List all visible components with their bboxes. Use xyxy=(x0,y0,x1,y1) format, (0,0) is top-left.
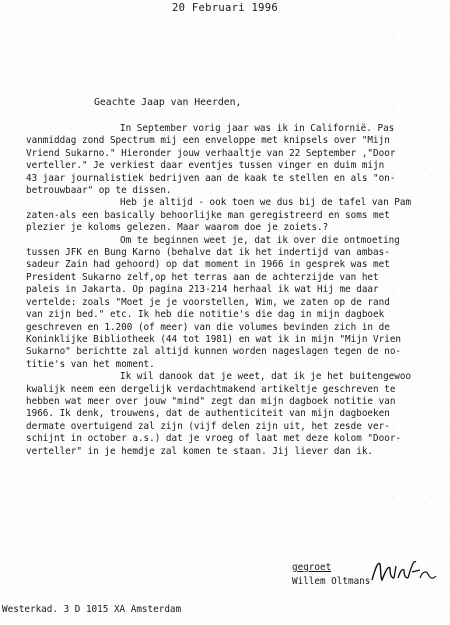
body-line: hebben wat meer over jouw "mind" zegt dan mijn dagboek notitie van xyxy=(26,395,396,407)
body-line: President Sukarno zelf,op het terras aan de achterzijde van het xyxy=(26,271,379,283)
body-line: Sukarno" berichtte zal altijd kunnen worden nageslagen tegen de no- xyxy=(26,346,402,358)
sender-address: Westerkad. 3 D 1015 XA Amsterdam xyxy=(2,604,182,615)
body-line: tussen JFK en Bung Karno (behalve dat ik het indertijd van ambas- xyxy=(26,247,390,259)
body-line: sadeur Zain had gehoord) op dat moment in 1966 in gesprek was met xyxy=(26,259,390,271)
body-line: vertelde: zoals "Moet je je voorstellen, Wim, we zaten op de rand xyxy=(26,296,390,308)
body-line: Koninklijke Bibliotheek (44 tot 1981) en wat ik in mijn "Mijn Vrien xyxy=(26,333,402,345)
body-line: Om te beginnen weet je, dat ik over die ontmoeting xyxy=(120,234,400,246)
body-line: van zijn bed." etc. Ik heb die notitie's die dag in mijn dagboek xyxy=(26,309,385,321)
body-line: Ik wil danook dat je weet, dat ik je het buitengewoo xyxy=(120,371,412,383)
handwritten-signature xyxy=(368,556,440,588)
body-line: geschreven en 1.200 (of meer) van die volumes bevinden zich in de xyxy=(26,321,390,333)
body-line: verteller." Je verkiest daar eventjes tussen vinger en duim mijn xyxy=(26,160,385,172)
body-line: vanmiddag zond Spectrum mij een enveloppe met knipsels over "Mijn xyxy=(26,135,390,147)
closing-block xyxy=(292,562,370,587)
body-line: Heb je altijd - ook toen we dus bij de tafel van Pam xyxy=(120,197,412,209)
letter-body xyxy=(26,123,444,458)
body-line: In September vorig jaar was ik in Californië. Pas xyxy=(120,123,395,134)
salutation: Geachte Jaap van Heerden, xyxy=(94,97,242,108)
body-line: 1966. Ik denk, trouwens, dat de authenticiteit van mijn dagboeken xyxy=(26,408,390,420)
sender-name: Willem Oltmans xyxy=(292,576,371,587)
closing-word: gegroet xyxy=(292,562,332,573)
body-line: titie's van het moment. xyxy=(26,358,155,370)
body-line: verteller" in je hemdje zal komen te staan. Jij liever dan ik. xyxy=(26,445,374,457)
body-line: plezier je koloms gelezen. Maar waarom doe je zoiets.? xyxy=(26,222,329,234)
body-line: 43 jaar journalistiek bedrijven aan de kaak te stellen en als "on- xyxy=(26,172,396,184)
body-line: zaten-als een basically behoorlijke man geregistreerd en soms met xyxy=(26,209,390,221)
body-line: betrouwbaar" op te dissen. xyxy=(26,185,172,197)
letter-date: 20 Februari 1996 xyxy=(172,2,278,14)
body-line: schijnt in october a.s.) dat je vroeg of laat met deze kolom "Door- xyxy=(26,433,402,445)
body-line: dermate overtuigend zal zijn (vijf delen zijn uit, het zesde ver- xyxy=(26,420,390,432)
body-line: Vriend Sukarno." Hieronder jouw verhaaltje van 22 September ,"Door xyxy=(26,147,396,159)
body-line: kwalijk neem een dergelijk verdachtmakend artikeltje geschreven te xyxy=(26,383,396,395)
body-line: paleis in Jakarta. Op pagina 213-214 herhaal ik wat Hij me daar xyxy=(26,284,379,296)
